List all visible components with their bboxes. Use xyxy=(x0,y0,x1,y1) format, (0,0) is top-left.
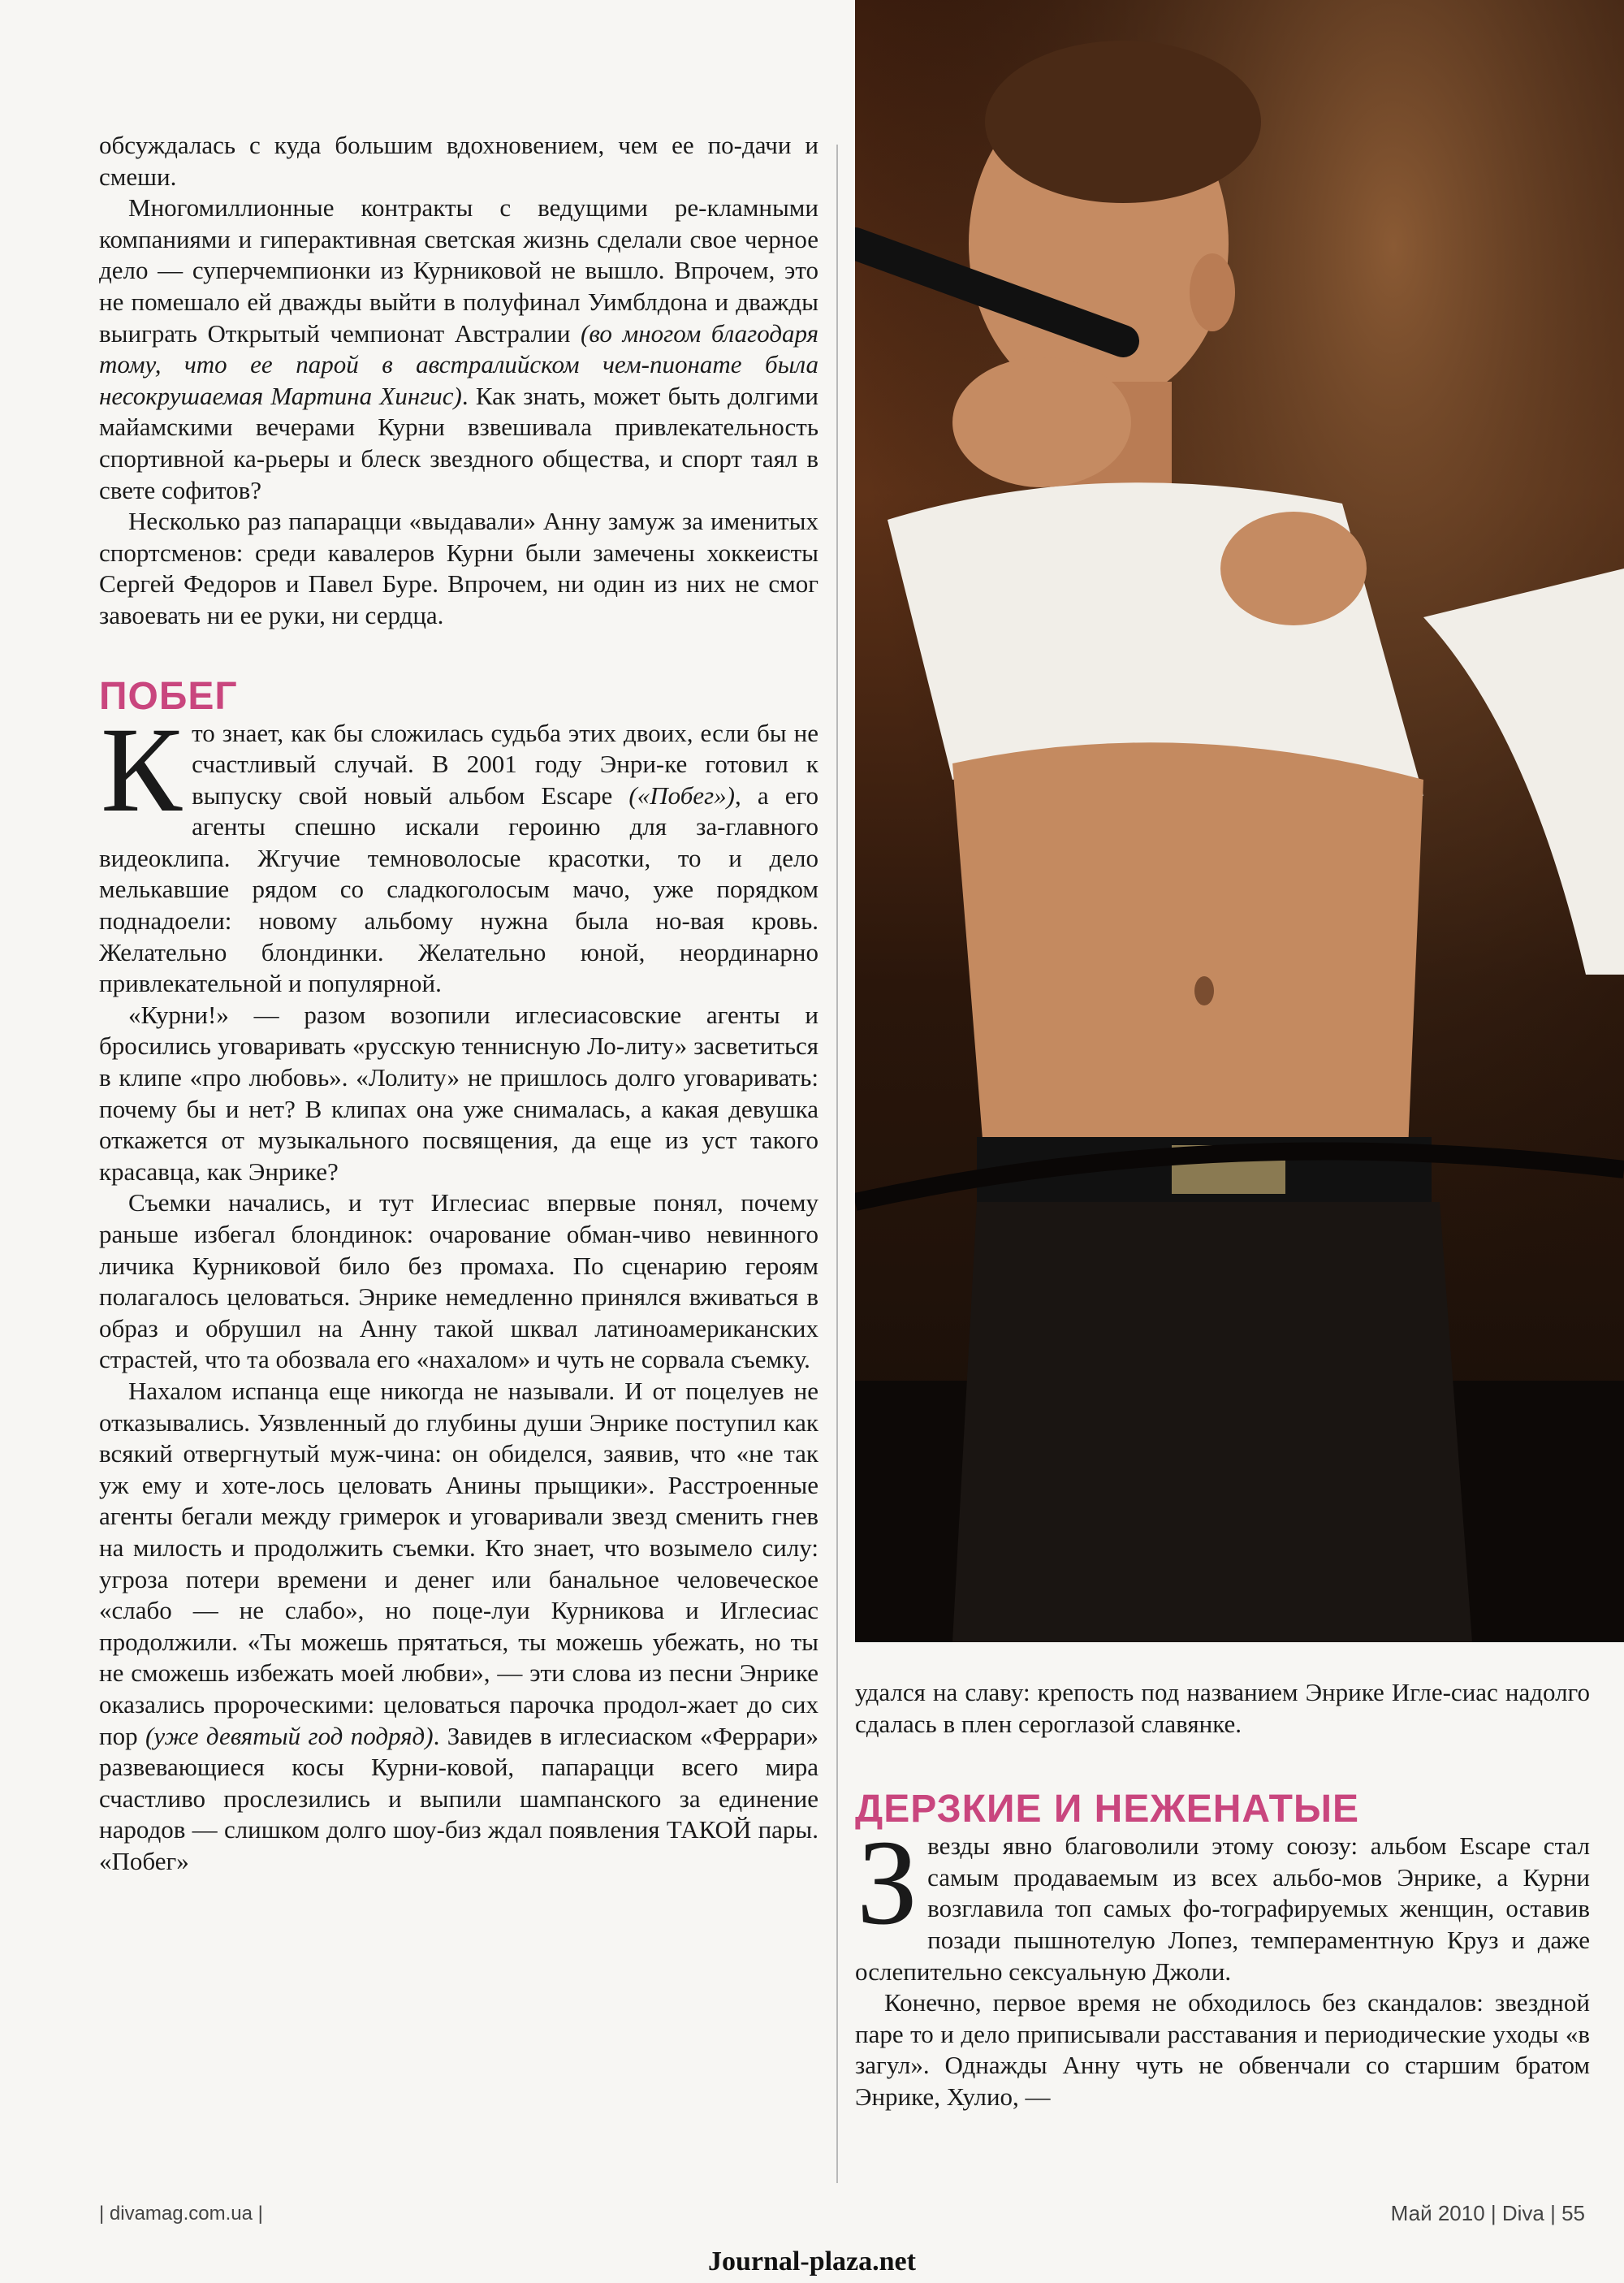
paragraph: Съемки начались, и тут Иглесиас впервые понял, почему раньше избегал блондинок: очарование обман-чиво невинного личика Курниковой било без промаха. По сценарию героям полагалось целоваться. Энрике немедленно принялся вживаться в образ и обрушил на Анну такой шквал латиноамериканских страстей, что та обозвала его «нахалом» и чуть не сорвала съемку. xyxy=(99,1188,818,1374)
paragraph: Конечно, первое время не обходилось без скандалов: звездной паре то и дело приписывали расставания и периодические уходы «в загул». Однажды Анну чуть не обвенчали со старшим братом Энрике, Хулио, — xyxy=(855,1988,1590,2111)
paragraph: Многомиллионные контракты с ведущими ре-кламными компаниями и гиперактивная светская жизнь сделали свое черное дело — суперчемпионки из Курниковой не вышло. Впрочем, это не помешало ей дважды выйти в полуфинал Уимблдона и дважды выиграть Открытый чемпионат Австралии (во многом благодаря тому, что ее парой в австралийском чем-пионате была несокрушаемая Мартина Хингис). Как знать, может быть долгими майамскими вечерами Курни взвешивала привлекательность спортивной ка-рьеры и блеск звездного общества, и спорт таял в свете софитов? xyxy=(99,193,819,504)
drop-cap: К xyxy=(101,702,183,837)
right-column xyxy=(855,1677,1590,2113)
paragraph: Нахалом испанца еще никогда не называли. И от поцелуев не отказывались. Уязвленный до глубины души Энрике поступил как всякий отвергнутый муж-чина: он обиделся, заявив, что «не так уж ему и хоте-лось целовать Анины прыщики». Расстроенные агенты бегали между гримерок и уговаривали звезд сменить гнев на милость и продолжить съемки. Кто знает, что возымело силу: угроза потери времени и денег или банальное человеческое «слабо — не слабо», но поце-луи Курникова и Иглесиас продолжили. «Ты можешь прятаться, ты можешь убежать, но ты не сможешь избежать моей любви», — эти слова из песни Энрике оказались пророческими: целоваться парочка продол-жает до сих пор (уже девятый год подряд). Завидев в иглесиаском «Феррари» развевающиеся косы Курни-ковой, папарацци всего мира счастливо прослезились и выпили шампанского за единение народов — слишком долго шоу-биз ждал появления ТАКОЙ пары. «Побег» xyxy=(99,1376,818,1875)
drop-cap: З xyxy=(857,1815,918,1951)
site-url: | divamag.com.ua | xyxy=(99,2203,263,2225)
paragraph: удался на славу: крепость под названием Энрике Игле-сиас надолго сдалась в плен сероглазой славянке. xyxy=(855,1678,1590,1738)
paragraph: «Курни!» — разом возопили иглесиасовские агенты и бросились уговаривать «русскую теннисную Ло-литу» засветиться в клипе «про любовь». «Лолиту» не пришлось долго уговаривать: почему бы и нет? В клипах она уже снималась, а какая девушка откажется от музыкального посвящения, да еще из уст такого красавца, как Энрике? xyxy=(99,1000,818,1186)
column-divider xyxy=(836,145,838,2183)
paragraph: обсуждалась с куда большим вдохновением, чем ее по-дачи и смеши. xyxy=(99,131,818,191)
italic-aside: (во многом благодаря тому, что ее парой в австралийском чем-пионате была несокрушаемая Мартина Хингис) xyxy=(99,318,819,410)
watermark: Journal-plaza.net xyxy=(708,2246,916,2277)
singer-illustration xyxy=(855,0,1624,1642)
paragraph: Кто знает, как бы сложилась судьба этих двоих, если бы не счастливый случай. В 2001 году Энри-ке готовил к выпуску свой новый альбом Escape («Побег»), а его агенты спешно искали героиню для за-главного видеоклипа. Жгучие темноволосые красотки, то и дело мелькавшие рядом со сладкоголосым мачо, уже порядком поднадоели: новому альбому нужна была но-вая кровь. Желательно блондинки. Желательно юной, неординарно привлекательной и популярной. xyxy=(99,702,818,998)
left-column xyxy=(99,130,818,1877)
concert-photo xyxy=(855,0,1624,1642)
section-heading-escape: ПОБЕГ xyxy=(99,674,238,718)
paragraph: Звезды явно благоволили этому союзу: альбом Escape стал самым продаваемым из всех альбо-мов Энрике, а Курни возглавила топ самых фо-тографируемых женщин, оставив позади пышнотелую Лопез, темпераментную Круз и даже ослепительно сексуальную Джоли. xyxy=(855,1815,1590,1986)
issue-page-number: Май 2010 | Diva | 55 xyxy=(1390,2201,1585,2225)
paragraph: Несколько раз папарацци «выдавали» Анну замуж за именитых спортсменов: среди кавалеров Курни были замечены хоккеисты Сергей Федоров и Павел Буре. Впрочем, ни один из них не смог завоевать ни ее руки, ни сердца. xyxy=(99,507,818,629)
section-heading-bold-unmarried: ДЕРЗКИЕ И НЕЖЕНАТЫЕ xyxy=(855,1788,1359,1831)
